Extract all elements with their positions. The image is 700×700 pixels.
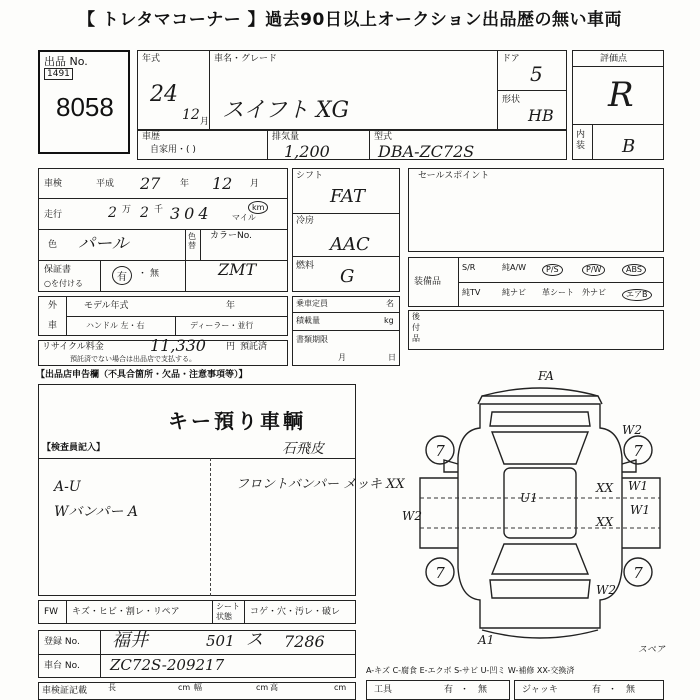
registration-label: 登録 No. — [44, 637, 80, 647]
registration-class: 501 — [206, 632, 235, 650]
inspector-note-2: A-U — [54, 479, 81, 495]
tyre-mark-rl: 7 — [435, 564, 445, 582]
dimensions-height: 高 — [270, 683, 278, 692]
warranty-label: 保証書 — [44, 265, 72, 275]
damage-mid: U1 — [520, 491, 538, 505]
body-type-label: 形状 — [502, 95, 521, 105]
chassis-value: ZC72S-209217 — [110, 656, 225, 674]
jack-none: 無 — [626, 685, 636, 695]
warranty-none: 無 — [150, 269, 160, 279]
fw-seat-sub: 状態 — [216, 612, 232, 621]
shift-label: シフト — [296, 171, 324, 181]
fw-seat-text: コゲ・穴・汚レ・破レ — [250, 607, 341, 617]
warranty-sep: ・ — [138, 269, 148, 279]
inspection-era: 平成 — [96, 179, 115, 189]
spare-label: スペア — [638, 645, 666, 653]
damage-legend: A-キズ C-腐食 E-エクボ S-サビ U-凹ミ W-補修 XX-交換済 — [366, 666, 575, 675]
shift-value: FAT — [330, 186, 365, 207]
fuel-label: 燃料 — [296, 261, 315, 271]
chassis-label: 車台 No. — [44, 661, 80, 671]
equipment-item: 純TV — [462, 288, 481, 297]
equipment-item: P/S — [542, 264, 563, 276]
score-label: 評価点 — [600, 54, 628, 64]
inspector-note-3: Wバンパー A — [54, 504, 138, 520]
color-change-label: 色替 — [188, 232, 196, 250]
damage-marks-2: XX — [596, 515, 614, 529]
mileage-sen-unit: 千 — [154, 205, 164, 215]
mileage-sen: 2 — [140, 205, 149, 221]
displacement-label: 排気量 — [272, 132, 300, 142]
lot-number: 8058 — [56, 92, 114, 122]
warranty-has: 有 — [112, 266, 132, 285]
doc-deadline-day-unit: 日 — [388, 353, 396, 362]
inspection-month: 12 — [212, 174, 233, 193]
doors-value: 5 — [530, 62, 543, 86]
doc-deadline-label: 書類期限 — [296, 335, 328, 344]
inspection-label: 車検 — [44, 179, 63, 189]
rear-equipment-label-1: 後 — [412, 312, 420, 321]
recycle-deposit: 預託済 — [240, 342, 268, 352]
history-row-box — [137, 130, 567, 160]
lot-sub-number: 1491 — [44, 68, 73, 80]
equipment-item: ABS — [622, 264, 646, 276]
equipment-item: P/W — [582, 264, 605, 276]
body-type-value: HB — [528, 106, 554, 125]
declaration-label: 【出品店申告欄（不具合箇所・欠品・注意事項等）】 — [36, 370, 248, 380]
load-unit: kg — [384, 316, 394, 325]
equipment-item: 外ナビ — [582, 288, 606, 297]
damage-bottom: W2 — [596, 583, 616, 597]
dimensions-width-unit: cm — [256, 683, 269, 692]
dimensions-length-unit: cm — [178, 683, 191, 692]
tyre-mark-fr: 7 — [633, 442, 643, 460]
load-label: 積載量 — [296, 316, 320, 325]
import-dealer: ディーラー・並行 — [190, 321, 254, 330]
history-label: 車歴 — [142, 132, 161, 142]
damage-bottom-2: A1 — [478, 633, 495, 647]
damage-right-1: W2 — [622, 423, 642, 437]
inspector-note-1: 石飛皮 — [282, 441, 324, 457]
rear-equipment-label-2: 付 — [412, 323, 420, 332]
jack-has: 有 — [592, 685, 602, 695]
mileage-unit-mile: マイル — [232, 213, 256, 222]
dimensions-length: 長 — [108, 683, 116, 692]
history-value: 自家用・( ) — [150, 145, 196, 155]
color-label: 色 — [48, 240, 58, 250]
car-name-label: 車名・グレード — [214, 54, 278, 64]
page-title: 【 トレタマコーナー 】過去90日以上オークション出品歴の無い車両 — [78, 9, 622, 30]
doc-deadline-month-unit: 月 — [338, 353, 346, 362]
lot-label: 出品 No. — [44, 55, 88, 68]
inspector-label: 【検査員記入】 — [42, 443, 106, 453]
damage-marks-1: XX — [596, 481, 614, 495]
inspection-year-unit: 年 — [180, 179, 190, 189]
dimensions-label: 車検証記載 — [42, 686, 88, 696]
displacement-value: 1,200 — [284, 142, 330, 161]
fw-seat-label: シート — [216, 602, 240, 611]
jack-label: ジャッキ — [522, 685, 558, 695]
recycle-value: 11,330 — [150, 336, 206, 355]
jack-sep: ・ — [608, 685, 618, 695]
score-value: R — [608, 75, 634, 115]
import-year-label: 年 — [226, 301, 236, 311]
model-month-value: 12 — [182, 107, 200, 123]
recycle-note: 預託済でない場合は出品店で支払する。 — [70, 355, 196, 363]
damage-right-2: W1 — [628, 479, 648, 493]
import-model-year-label: モデル年式 — [84, 301, 129, 311]
model-year-label: 年式 — [142, 54, 161, 64]
registration-kana: ス — [246, 630, 263, 650]
inspection-month-unit: 月 — [250, 179, 260, 189]
equipment-item: エアB — [622, 289, 652, 301]
rear-equipment-label-3: 品 — [412, 334, 420, 343]
registration-area: 福井 — [112, 630, 148, 651]
warranty-note: ○を付ける — [44, 279, 83, 288]
inspector-note-4: フロントバンパー メッキ XX — [236, 477, 405, 492]
inspection-year: 27 — [140, 174, 161, 193]
mileage-label: 走行 — [44, 210, 63, 220]
fw-text: キズ・ヒビ・割レ・リペア — [72, 607, 180, 617]
mileage-man-unit: 万 — [122, 205, 132, 215]
fuel-value: G — [340, 266, 355, 287]
dimensions-height-unit: cm — [334, 683, 347, 692]
tyre-mark-rr: 7 — [633, 564, 643, 582]
fw-label: FW — [44, 607, 59, 617]
capacity-label: 乗車定員 — [296, 299, 328, 308]
interior-label: 内装 — [576, 130, 586, 151]
color-no-value: ZMT — [218, 260, 257, 279]
mileage-man: 2 — [108, 205, 117, 221]
import-side-1: 外 — [48, 301, 58, 311]
key-note: キー預り車輌 — [168, 409, 306, 433]
model-month-unit: 月 — [200, 117, 210, 127]
mileage-unit-km: km — [248, 201, 268, 214]
tools-has: 有 — [444, 685, 454, 695]
damage-right-3: W1 — [630, 503, 650, 517]
damage-top: FA — [538, 369, 554, 383]
tools-sep: ・ — [460, 685, 470, 695]
tools-label: 工具 — [374, 685, 393, 695]
capacity-unit: 名 — [386, 299, 394, 308]
car-name-value: スイフト XG — [222, 98, 350, 123]
model-code-label: 型式 — [374, 132, 393, 142]
recycle-label: リサイクル料金 — [42, 342, 104, 352]
car-damage-diagram — [400, 368, 680, 653]
tyre-mark-fl: 7 — [435, 442, 445, 460]
damage-left-1: W2 — [402, 509, 422, 523]
color-value: パール — [78, 234, 129, 254]
model-year-value: 24 — [150, 82, 178, 107]
import-side-2: 車 — [48, 321, 58, 331]
rear-equipment-box — [408, 310, 664, 350]
ac-label: 冷房 — [296, 216, 315, 226]
dimensions-width: 幅 — [194, 683, 202, 692]
import-handle: ハンドル 左・右 — [86, 321, 145, 330]
recycle-unit: 円 — [226, 342, 236, 352]
equipment-item: S/R — [462, 263, 476, 272]
ac-value: AAC — [330, 234, 370, 255]
doors-label: ドア — [502, 54, 520, 64]
sales-point-label: セールスポイント — [418, 171, 490, 181]
model-code-value: DBA-ZC72S — [378, 142, 475, 161]
interior-value: B — [622, 136, 636, 157]
equipment-label: 装備品 — [414, 277, 442, 287]
equipment-item: 純A/W — [502, 263, 527, 272]
mileage-value: 304 — [170, 204, 213, 223]
equipment-item: 純ナビ — [502, 288, 526, 297]
color-no-label: カラーNo. — [210, 231, 252, 241]
equipment-item: 革シート — [542, 288, 574, 297]
registration-number: 7286 — [284, 632, 325, 651]
tools-none: 無 — [478, 685, 488, 695]
